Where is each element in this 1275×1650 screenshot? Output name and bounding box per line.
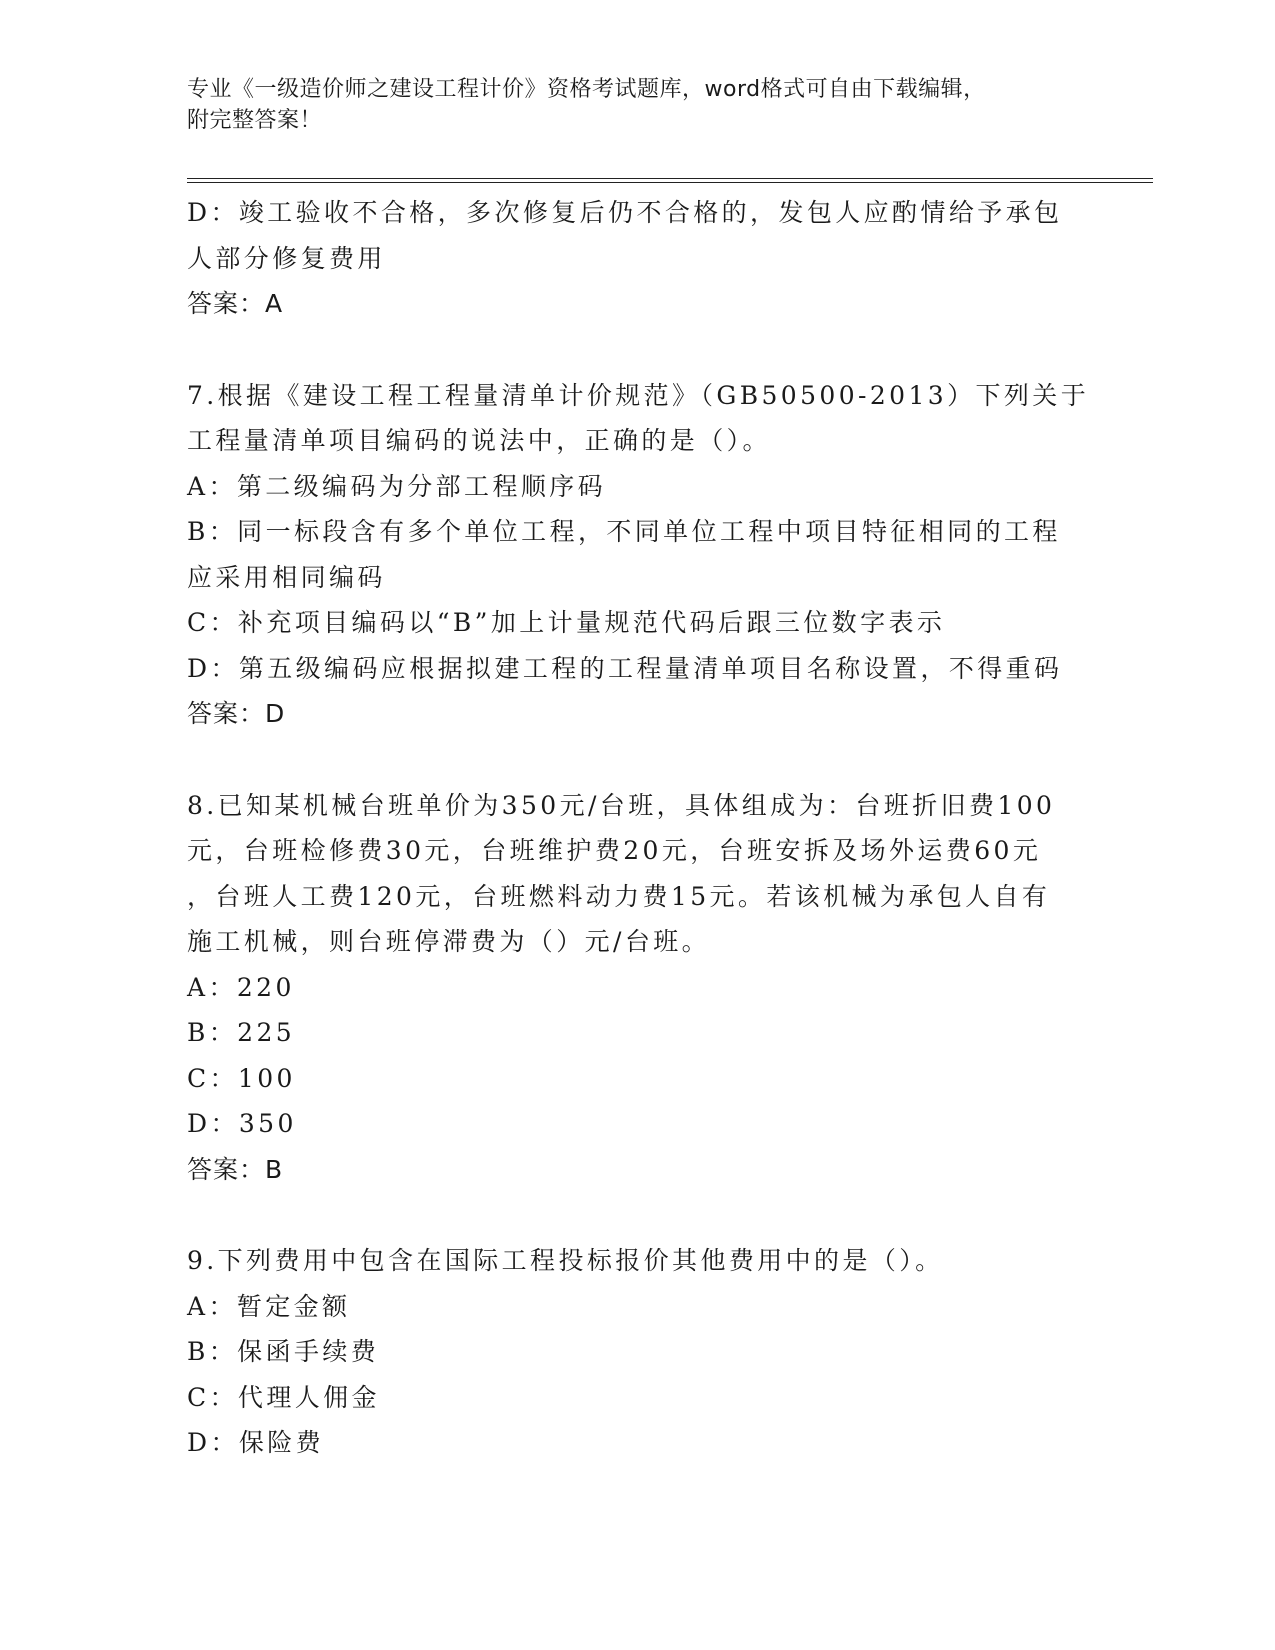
option-c: C：补充项目编码以“B”加上计量规范代码后跟三位数字表示 bbox=[187, 608, 946, 637]
option-c: C：代理人佣金 bbox=[187, 1382, 380, 1412]
option-d: D：第五级编码应根据拟建工程的工程量清单项目名称设置，不得重码 bbox=[187, 653, 1063, 683]
question-stem-line-1: 7.根据《建设工程工程量清单计价规范》（GB50500-2013）下列关于 bbox=[187, 380, 1090, 410]
header-line-2: 附完整答案！ bbox=[187, 108, 323, 133]
option-b-line-1: B：同一标段含有多个单位工程，不同单位工程中项目特征相同的工程 bbox=[187, 517, 1061, 546]
answer-text: 答案：A bbox=[187, 289, 284, 318]
prev-question bbox=[187, 190, 1087, 327]
page-header bbox=[187, 74, 1087, 136]
option-a: A：暂定金额 bbox=[187, 1291, 351, 1321]
question-9 bbox=[187, 1238, 1087, 1466]
answer-text: 答案：B bbox=[187, 1154, 284, 1184]
option-a: A：220 bbox=[187, 972, 295, 1002]
document-body bbox=[187, 190, 1090, 1466]
option-d: D：保险费 bbox=[187, 1428, 325, 1457]
option-d-line-2: 人部分修复费用 bbox=[187, 243, 386, 273]
option-d: D：350 bbox=[187, 1109, 297, 1138]
answer-text: 答案：D bbox=[187, 699, 286, 728]
question-8 bbox=[187, 783, 1087, 1193]
option-b: B：保函手续费 bbox=[187, 1337, 380, 1366]
header-line-1: 专业《一级造价师之建设工程计价》资格考试题库，word格式可自由下载编辑， bbox=[187, 77, 986, 102]
question-stem-line-2: 元，台班检修费30元，台班维护费20元，台班安拆及场外运费60元 bbox=[187, 836, 1042, 865]
spacer bbox=[187, 327, 1087, 373]
option-b-line-2: 应采用相同编码 bbox=[187, 562, 386, 592]
question-stem-line-2: 工程量清单项目编码的说法中，正确的是（）。 bbox=[187, 426, 771, 455]
spacer bbox=[187, 1192, 1087, 1238]
spacer bbox=[187, 737, 1087, 783]
option-c: C：100 bbox=[187, 1063, 296, 1093]
question-stem-line-4: 施工机械，则台班停滞费为（）元/台班。 bbox=[187, 927, 711, 956]
option-b: B：225 bbox=[187, 1018, 296, 1047]
question-stem: 9.下列费用中包含在国际工程投标报价其他费用中的是（）。 bbox=[187, 1246, 944, 1275]
question-stem-line-3: ，台班人工费120元，台班燃料动力费15元。若该机械为承包人自有 bbox=[187, 881, 1051, 911]
option-d-line-1: D：竣工验收不合格，多次修复后仍不合格的，发包人应酌情给予承包 bbox=[187, 198, 1063, 227]
option-a: A：第二级编码为分部工程顺序码 bbox=[187, 471, 607, 501]
header-double-rule bbox=[187, 178, 1153, 183]
question-stem-line-1: 8.已知某机械台班单价为350元/台班，具体组成为：台班折旧费100 bbox=[187, 790, 1056, 820]
question-7 bbox=[187, 373, 1090, 737]
